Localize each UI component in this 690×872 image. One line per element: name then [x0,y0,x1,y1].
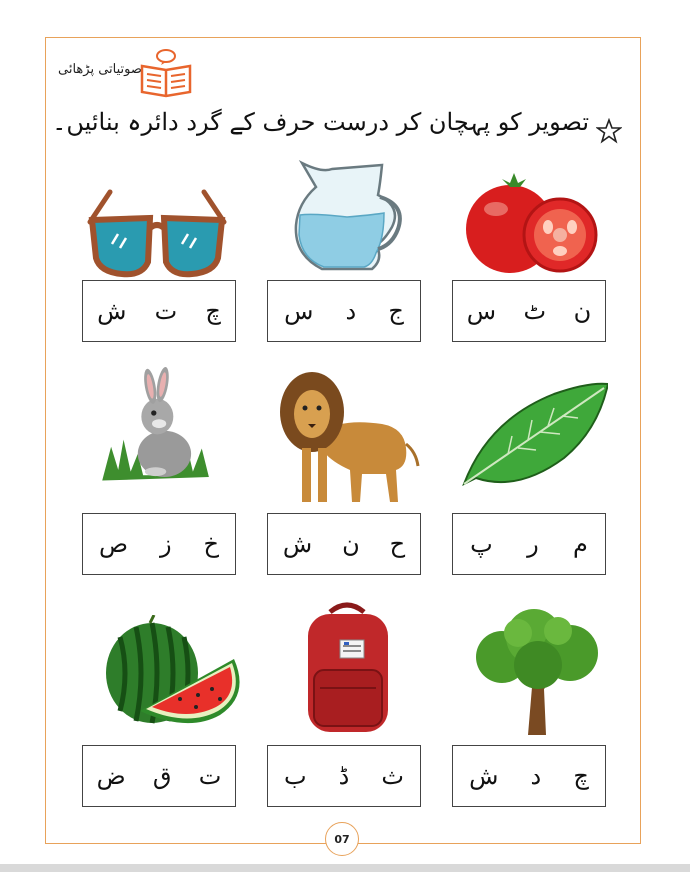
letter-box [452,513,606,575]
letter-option[interactable]: ش [469,762,499,790]
instruction-text [52,108,625,136]
letter-option[interactable]: ن [573,297,592,325]
letter-option[interactable]: د [345,297,357,325]
letter-box [267,745,421,807]
tree-picture [462,605,612,735]
letter-option[interactable]: م [572,530,588,558]
star-outline-icon [596,118,622,144]
brand-header [58,48,198,100]
letter-option[interactable]: ن [342,530,360,558]
leaf-picture [458,380,608,490]
letter-box [267,280,421,342]
bottom-bar [0,864,690,872]
lion-picture [272,362,422,507]
letter-option[interactable]: چ [205,297,221,325]
letter-option[interactable]: ب [284,762,307,790]
letter-option[interactable]: ت [198,762,222,790]
sunglasses-picture [82,170,232,290]
letter-box [82,513,236,575]
water-jug-picture [272,155,422,275]
letter-option[interactable]: ش [282,530,313,558]
letter-option[interactable]: ر [527,530,539,558]
letter-option[interactable]: ق [152,762,172,790]
letter-box [82,745,236,807]
letter-option[interactable]: پ [470,530,493,558]
letter-option[interactable]: ز [159,530,172,558]
tomato-picture [460,165,610,285]
letter-option[interactable]: ص [98,530,128,558]
letter-option[interactable]: ت [154,297,178,325]
letter-option[interactable]: خ [203,530,219,558]
letter-option[interactable]: ث [381,762,404,790]
letter-option[interactable]: ڈ [338,762,350,790]
letter-option[interactable]: س [466,297,497,325]
letter-option[interactable]: س [284,297,314,325]
letter-option[interactable]: ض [96,762,126,790]
book-with-speech-bubble-icon [136,48,196,98]
letter-option[interactable]: ش [97,297,127,325]
letter-option[interactable]: ح [389,530,406,558]
letter-option[interactable]: ٹ [523,297,547,325]
letter-box [267,513,421,575]
letter-box [82,280,236,342]
letter-box [452,745,606,807]
letter-option[interactable]: ج [388,297,404,325]
rabbit-picture [85,365,235,485]
letter-option[interactable]: د [530,762,542,790]
page-number: 07 [325,822,359,856]
letter-box [452,280,606,342]
watermelon-picture [100,615,250,730]
backpack-picture [290,600,405,735]
letter-option[interactable]: چ [573,762,589,790]
brand-label: صوتیاتی پڑھائی [58,62,142,77]
instruction-label: تصویر کو پہچان کر درست حرف کے گرد دائرہ بنائیں۔ [52,108,589,136]
